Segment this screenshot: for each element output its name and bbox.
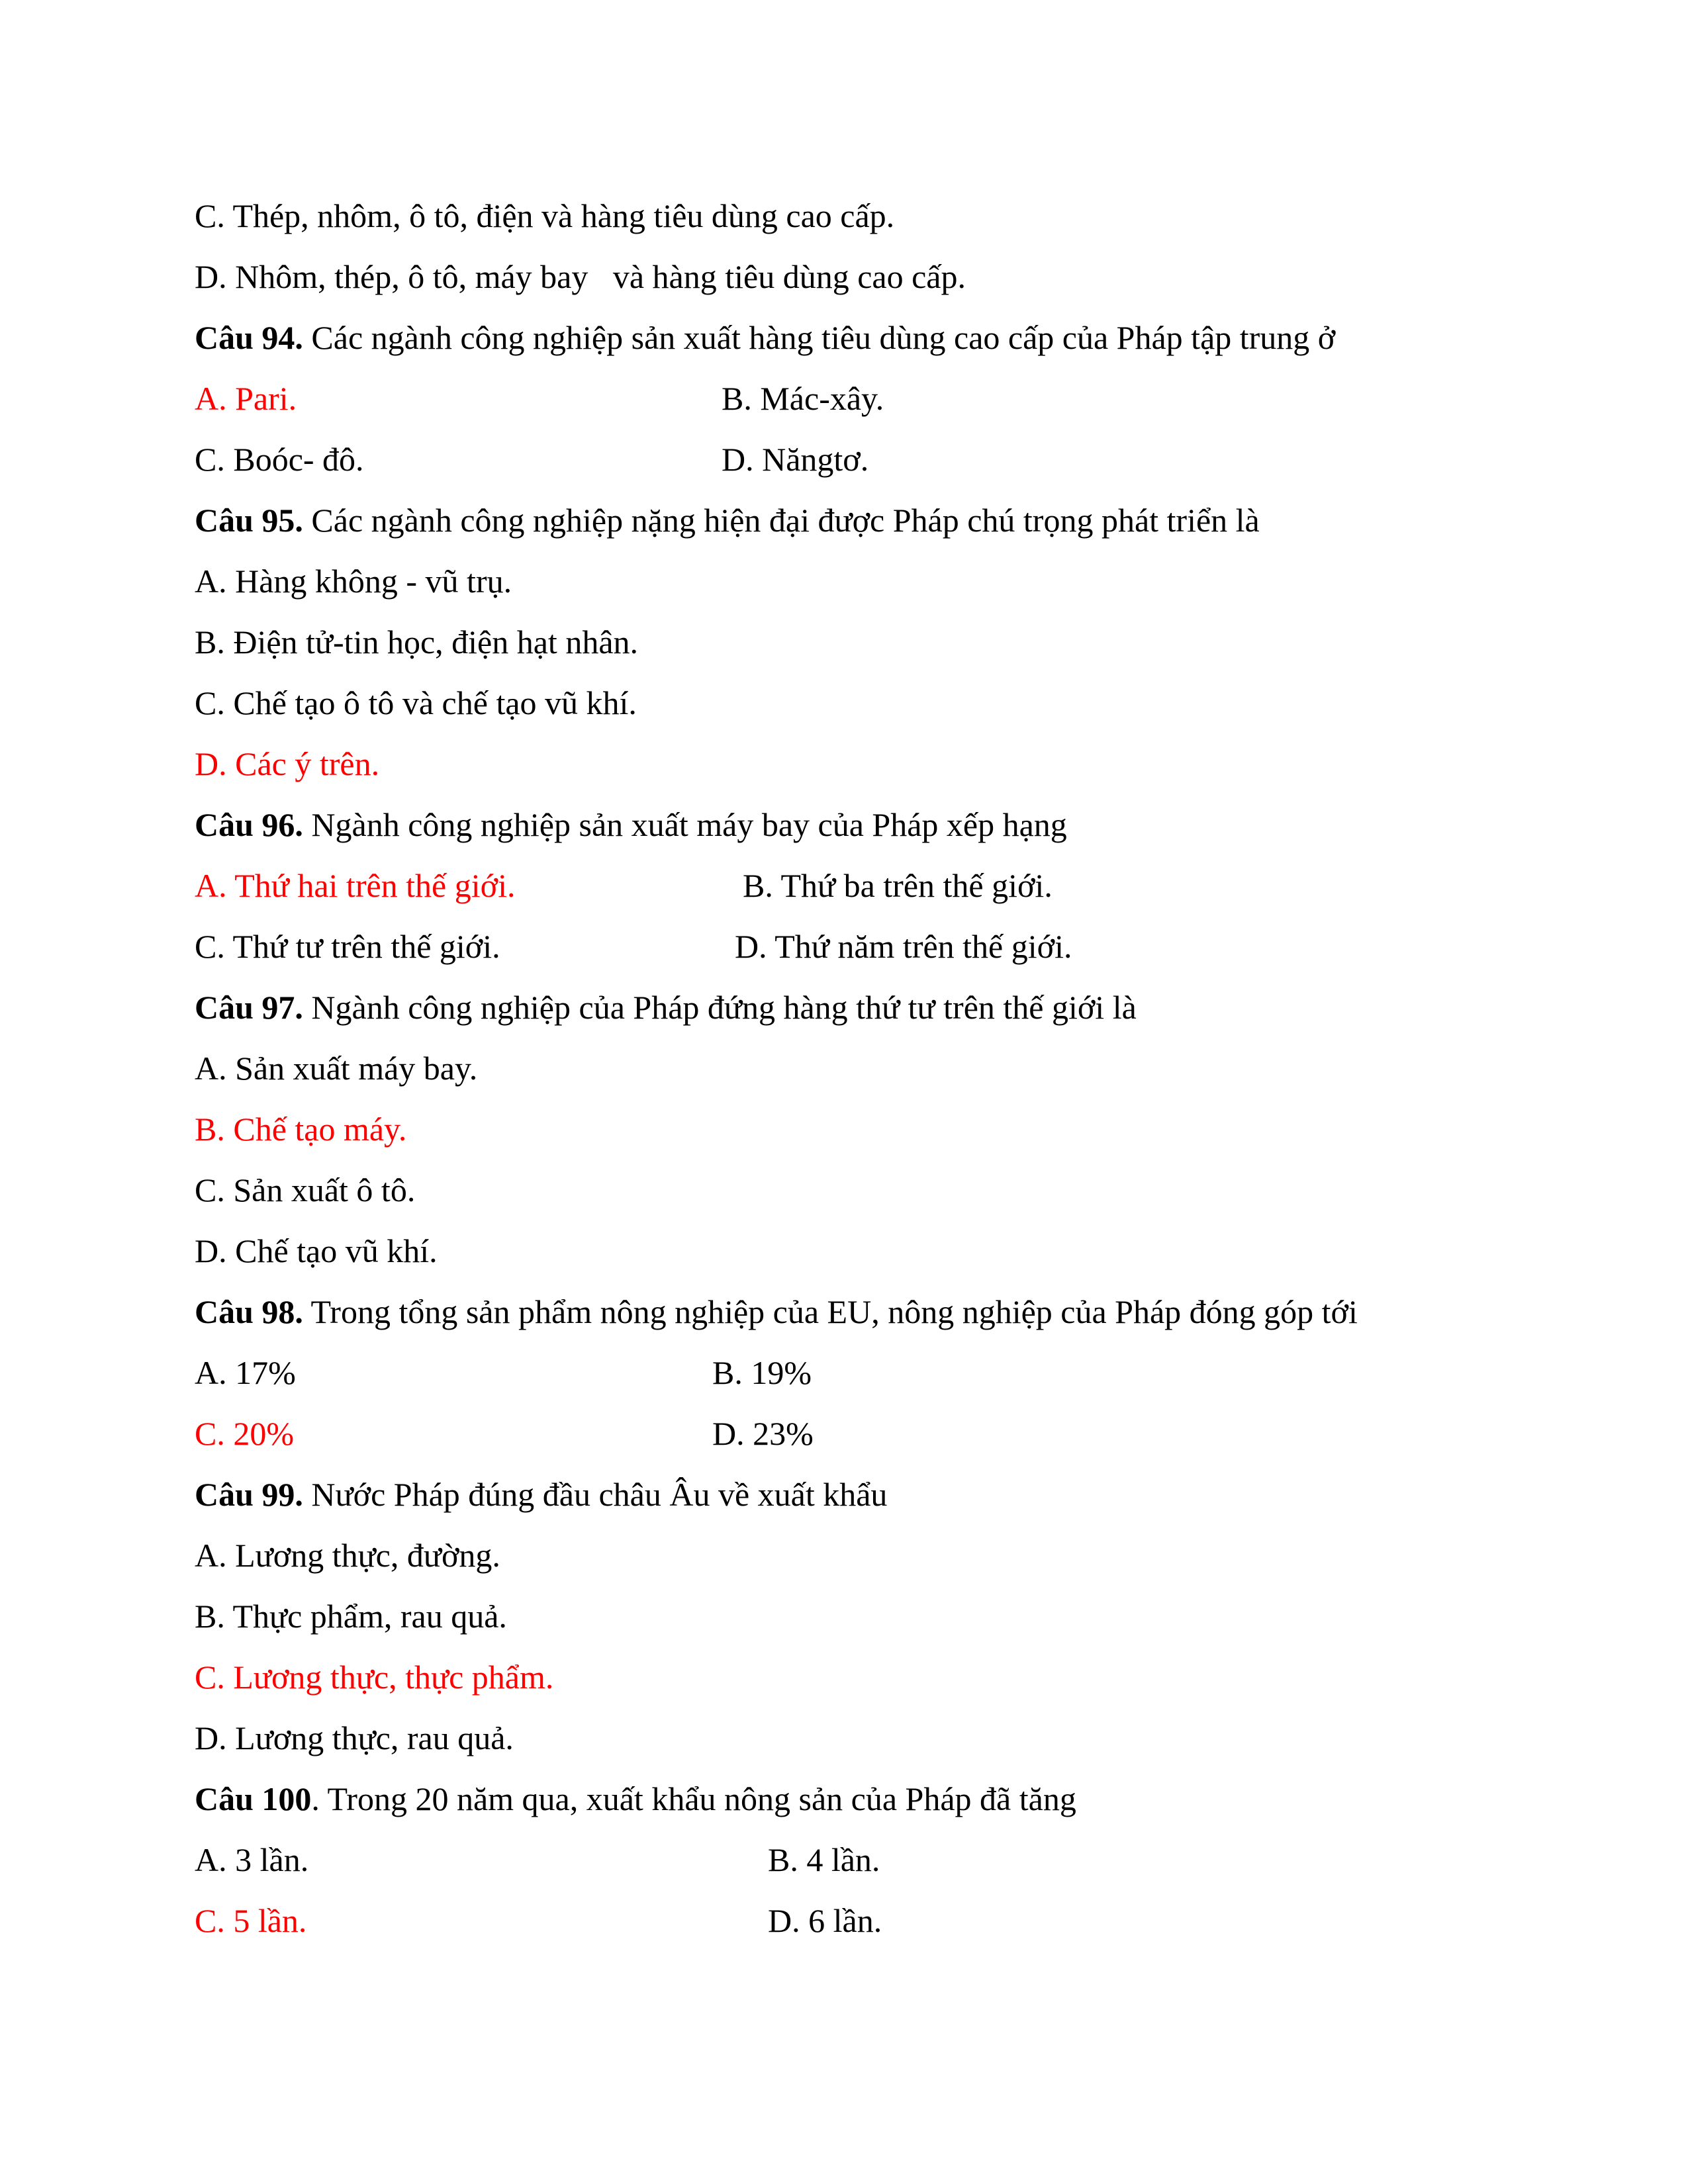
q95-option-b: B. Điện tử-tin học, điện hạt nhân. — [195, 623, 639, 660]
q96-option-d: D. Thứ năm trên thế giới. — [735, 928, 1072, 965]
q98-option-d: D. 23% — [712, 1415, 814, 1452]
question-label: Câu 98. — [195, 1293, 303, 1330]
q100-option-c-correct: C. 5 lần. — [195, 1902, 307, 1939]
q100-option-a: A. 3 lần. — [195, 1841, 309, 1878]
option-d-prev: D. Nhôm, thép, ô tô, máy bay và hàng tiêu dùng cao cấp. — [195, 258, 966, 295]
q100-option-d: D. 6 lần. — [768, 1902, 882, 1939]
question-text: Nước Pháp đúng đầu châu Âu về xuất khẩu — [303, 1476, 888, 1513]
question-label: Câu 96. — [195, 806, 303, 843]
q96-option-a-correct: A. Thứ hai trên thế giới. — [195, 867, 516, 904]
option-c-prev: C. Thép, nhôm, ô tô, điện và hàng tiêu dùng cao cấp. — [195, 197, 895, 234]
question-text: . Trong 20 năm qua, xuất khẩu nông sản của Pháp đã tăng — [311, 1780, 1076, 1817]
q97-option-b-correct: B. Chế tạo máy. — [195, 1111, 407, 1148]
question-95 — [195, 500, 1260, 540]
q95-option-c: C. Chế tạo ô tô và chế tạo vũ khí. — [195, 684, 637, 721]
question-98 — [195, 1292, 1358, 1332]
q94-option-c: C. Boóc- đô. — [195, 441, 364, 478]
question-94 — [195, 318, 1335, 357]
question-text: Các ngành công nghiệp sản xuất hàng tiêu dùng cao cấp của Pháp tập trung ở — [303, 319, 1336, 356]
question-label: Câu 97. — [195, 989, 303, 1026]
question-text: Các ngành công nghiệp nặng hiện đại được Pháp chú trọng phát triển là — [303, 502, 1260, 539]
q98-option-b: B. 19% — [712, 1354, 812, 1391]
q100-option-b: B. 4 lần. — [768, 1841, 880, 1878]
q98-option-a: A. 17% — [195, 1354, 296, 1391]
q99-option-d: D. Lương thực, rau quả. — [195, 1719, 514, 1756]
question-label: Câu 94. — [195, 319, 303, 356]
question-label: Câu 99. — [195, 1476, 303, 1513]
question-label: Câu 100 — [195, 1780, 312, 1817]
q99-option-b: B. Thực phẩm, rau quả. — [195, 1598, 507, 1635]
question-99 — [195, 1475, 887, 1514]
q94-option-d: D. Năngtơ. — [722, 441, 869, 478]
question-96 — [195, 805, 1067, 844]
question-text: Trong tổng sản phẩm nông nghiệp của EU, nông nghiệp của Pháp đóng góp tới — [303, 1293, 1358, 1330]
q98-option-c-correct: C. 20% — [195, 1415, 294, 1452]
q94-option-b: B. Mác-xây. — [722, 380, 884, 417]
q95-option-a: A. Hàng không - vũ trụ. — [195, 563, 512, 600]
q97-option-d: D. Chế tạo vũ khí. — [195, 1232, 438, 1269]
question-text: Ngành công nghiệp của Pháp đứng hàng thứ tư trên thế giới là — [303, 989, 1137, 1026]
q95-option-d-correct: D. Các ý trên. — [195, 745, 380, 782]
question-text: Ngành công nghiệp sản xuất máy bay của Pháp xếp hạng — [303, 806, 1067, 843]
q97-option-a: A. Sản xuất máy bay. — [195, 1050, 478, 1087]
q99-option-a: A. Lương thực, đường. — [195, 1537, 500, 1574]
q97-option-c: C. Sản xuất ô tô. — [195, 1171, 416, 1208]
q96-option-c: C. Thứ tư trên thế giới. — [195, 928, 500, 965]
q99-option-c-correct: C. Lương thực, thực phẩm. — [195, 1659, 554, 1696]
q94-option-a-correct: A. Pari. — [195, 380, 297, 417]
question-100 — [195, 1779, 1076, 1819]
q96-option-b: B. Thứ ba trên thế giới. — [743, 867, 1053, 904]
question-97 — [195, 987, 1137, 1027]
question-label: Câu 95. — [195, 502, 303, 539]
